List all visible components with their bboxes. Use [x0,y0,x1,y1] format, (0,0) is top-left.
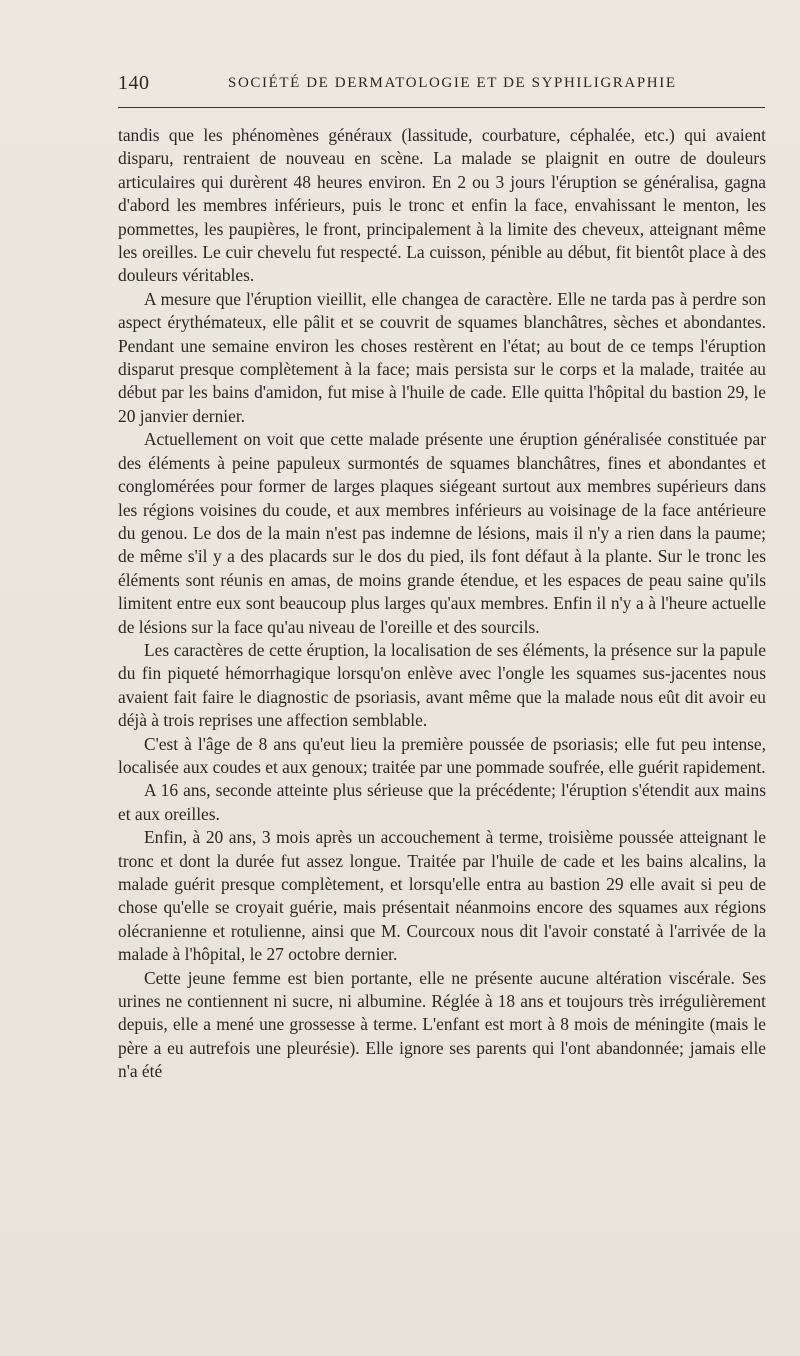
paragraph: C'est à l'âge de 8 ans qu'eut lieu la première poussée de psoriasis; elle fut peu intense, localisée aux coudes et aux genoux; traitée par une pommade soufrée, elle guérit rapidement. [118,733,766,777]
paragraph: tandis que les phénomènes généraux (lassitude, courbature, céphalée, etc.) qui avaient disparu, rentraient de nouveau en scène. La malade se plaignit en outre de douleurs articulaires qui durèrent 48 heures environ. En 2 ou 3 jours l'éruption se généralisa, gagna d'abord les membres inférieurs, puis le tronc et enfin la face, envahissant le menton, les pommettes, les paupières, le front, principalement à la limite des cheveux, atteignant même les oreilles. Le cuir chevelu fut respecté. La cuisson, pénible au début, fit bientôt place à des douleurs véritables. [118,125,766,286]
body-text [118,124,766,1084]
running-title: SOCIÉTÉ DE DERMATOLOGIE ET DE SYPHILIGRAPHIE [228,75,677,91]
paragraph: A 16 ans, seconde atteinte plus sérieuse que la précédente; l'éruption s'étendit aux mains et aux oreilles. [118,780,766,824]
paragraph: A mesure que l'éruption vieillit, elle changea de caractère. Elle ne tarda pas à perdre son aspect érythémateux, elle pâlit et se couvrit de squames blanchâtres, sèches et abondantes. Pendant une semaine environ les choses restèrent en l'état; au bout de ce temps l'éruption disparut presque complètement à la face; mais persista sur le corps et la malade, traitée au début par les bains d'amidon, fut mise à l'huile de cade. Elle quitta l'hôpital du bastion 29, le 20 janvier dernier. [118,288,766,426]
paragraph: Actuellement on voit que cette malade présente une éruption généralisée constituée par des éléments à peine papuleux surmontés de squames blanchâtres, fines et abondantes et conglomérées pour former de larges plaques siégeant surtout aux membres supérieurs dans les régions voisines du coude, et aux membres inférieurs au voisinage de la face antérieure du genou. Le dos de la main n'est pas indemne de lésions, mais il n'y a rien dans la paume; de même s'il y a des placards sur le dos du pied, ils font défaut à la plante. Sur le tronc les éléments sont réunis en amas, de moins grande étendue, et les espaces de peau saine qu'ils limitent entre eux sont beaucoup plus larges qu'aux membres. Enfin il n'y a à l'heure actuelle de lésions sur la face qu'au niveau de l'oreille et des sourcils. [118,429,766,637]
page-number: 140 [118,72,150,94]
header-rule [118,107,765,108]
paragraph: Les caractères de cette éruption, la localisation de ses éléments, la présence sur la papule du fin piqueté hémorrhagique lorsqu'on enlève avec l'ongle les squames sus-jacentes nous avaient fait faire le diagnostic de psoriasis, avant même que la malade nous eût dit avoir eu déjà à trois reprises une affection semblable. [118,639,766,731]
page-header [118,72,768,98]
paragraph: Enfin, à 20 ans, 3 mois après un accouchement à terme, troisième poussée atteignant le tronc et dont la durée fut assez longue. Traitée par l'huile de cade et les bains alcalins, la malade guérit presque complètement, et lorsqu'elle entra au bastion 29 elle avait si peu de chose qu'elle se croyait guérie, mais présentait néanmoins encore des squames aux régions olécranienne et rotulienne, ainsi que M. Courcoux nous dit l'avoir constaté à l'arrivée de la malade à l'hôpital, le 27 octobre dernier. [118,827,766,965]
paragraph: Cette jeune femme est bien portante, elle ne présente aucune altération viscérale. Ses urines ne contiennent ni sucre, ni albumine. Réglée à 18 ans et toujours très irrégulièrement depuis, elle a mené une grossesse à terme. L'enfant est mort à 8 mois de méningite (mais le père a eu autrefois une pleurésie). Elle ignore ses parents qui l'ont abandonnée; jamais elle n'a été [118,967,766,1082]
